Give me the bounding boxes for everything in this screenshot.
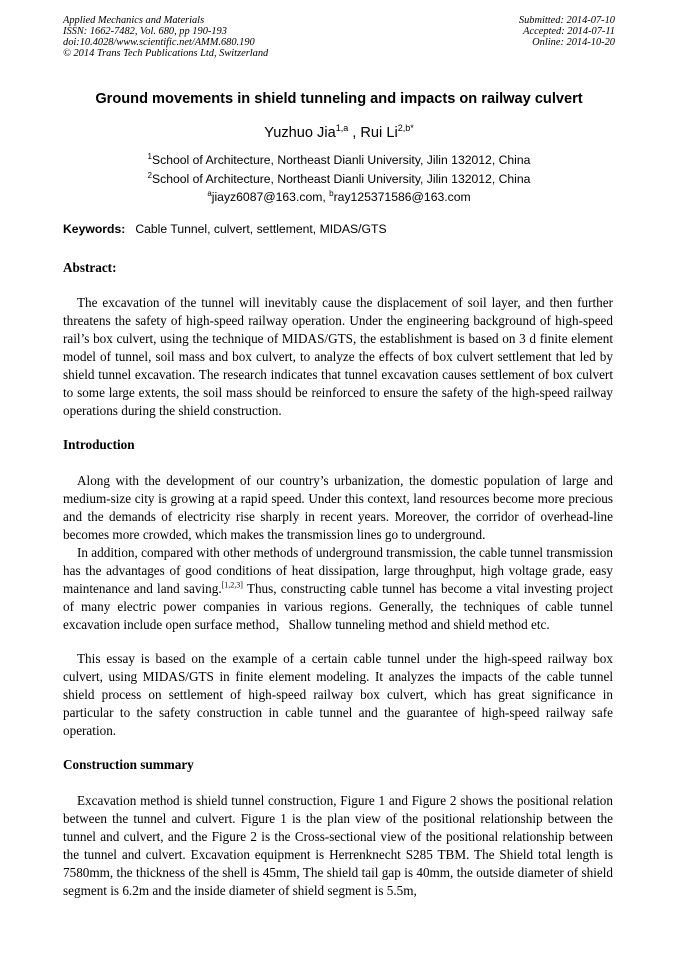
introduction-paragraph-1: Along with the development of our country’s urbanization, the domestic population of large and medium-size city is growing at a rapid speed. Under this context, land resources become more precious and the demands of electricity rise sharply in recent years. Moreover, the corridor of overhead-line becomes more crowded, which makes the transmission lines go to underground. [63, 473, 613, 542]
online-date: Online: 2014-10-20 [532, 37, 615, 48]
affiliation-text: School of Architecture, Northeast Dianli University, Jilin 132012, China [152, 153, 531, 168]
journal-header-left [63, 15, 268, 59]
abstract-heading: Abstract: [63, 260, 117, 275]
author-line [0, 123, 678, 141]
keywords-text: Cable Tunnel, culvert, settlement, MIDAS/GTS [135, 222, 387, 236]
submitted-date: Submitted: 2014-07-10 [518, 15, 615, 26]
paragraph-text: Thus, constructing cable tunnel has become a vital investing project of many electric power companies in various regions. Generally, the techniques of cable tunnel excavation include open surface method，Shallow tunneling method and shield method etc. [63, 581, 613, 632]
citation-reference[interactable]: [1,2,3] [221, 580, 243, 590]
affiliation-1 [0, 152, 678, 167]
affiliation-mark: 1 [147, 152, 152, 161]
email-mark: a [207, 189, 212, 198]
keywords-line [63, 222, 387, 236]
introduction-paragraph-2 [63, 544, 613, 634]
author-name: Rui Li [360, 124, 398, 141]
author-separator: , [348, 124, 361, 141]
introduction-heading: Introduction [63, 437, 135, 452]
affiliation-2 [0, 171, 678, 186]
abstract-paragraph: The excavation of the tunnel will inevitably cause the displacement of soil layer, and then further threatens the safety of high-speed railway operation. Under the engineering background of high-speed rail’s box culvert, using the technique of MIDAS/GTS, the establishment is based on 3 d finite element model of tunnel, soil mass and box culvert, to analyze the effects of box culvert settlement that led by shield tunnel excavation. The research indicates that tunnel excavation causes settlement of box culvert to some large extents, the soil mass should be reinforced to ensure the safety of the high-speed railway operations during the shield construction. [63, 295, 613, 418]
author-emails [0, 189, 678, 204]
affiliation-text: School of Architecture, Northeast Dianli University, Jilin 132012, China [152, 172, 531, 187]
author-email: ray125371586@163.com [333, 190, 471, 205]
author-affiliation-mark: 1,a [335, 123, 349, 133]
paper-title: Ground movements in shield tunneling and impacts on railway culvert [95, 91, 583, 107]
journal-issn: ISSN: 1662-7482, Vol. 680, pp 190-193 [63, 26, 227, 37]
introduction-paragraph-3: This essay is based on the example of a certain cable tunnel under the high-speed railway box culvert, using MIDAS/GTS in finite element modeling. It analyzes the impacts of the cable tunnel shield process on settlement of high-speed railway box culvert, which has great significance in particular to the safety construction in cable tunnel and the guarantee of high-speed railway safe operation. [63, 651, 613, 738]
accepted-date: Accepted: 2014-07-11 [523, 26, 615, 37]
journal-header-right [519, 15, 615, 48]
journal-doi: doi:10.4028/www.scientific.net/AMM.680.190 [63, 37, 255, 48]
construction-heading: Construction summary [63, 757, 194, 772]
construction-paragraph-1: Excavation method is shield tunnel construction, Figure 1 and Figure 2 shows the positional relation between the tunnel and culvert. Figure 1 is the plan view of the positional relationship between the tunnel and culvert, and the Figure 2 is the Cross-sectional view of the positional relationship between the tunnel and culvert. Excavation equipment is Herrenknecht S285 TBM. The Shield total length is 7580mm, the thickness of the shell is 45mm, The shield tail gap is 40mm, the outside diameter of shield segment is 6.2m and the inside diameter of shield segment is 5.5m, [63, 793, 613, 898]
email-mark: b [329, 189, 334, 198]
keywords-label: Keywords: [63, 222, 126, 236]
journal-name: Applied Mechanics and Materials [63, 15, 205, 26]
author-email: jiayz6087@163.com, [211, 190, 330, 205]
author-affiliation-mark: 2,b* [397, 123, 414, 133]
affiliation-mark: 2 [147, 171, 152, 180]
journal-copyright: © 2014 Trans Tech Publications Ltd, Switzerland [63, 48, 269, 59]
paragraph-text: In addition, compared with other methods of underground transmission, the cable tunnel transmission has the advantages of good conditions of heat dissipation, large throughput, high voltage grade, easy maintenance and land saving. [63, 545, 613, 596]
author-name: Yuzhuo Jia [264, 124, 336, 141]
